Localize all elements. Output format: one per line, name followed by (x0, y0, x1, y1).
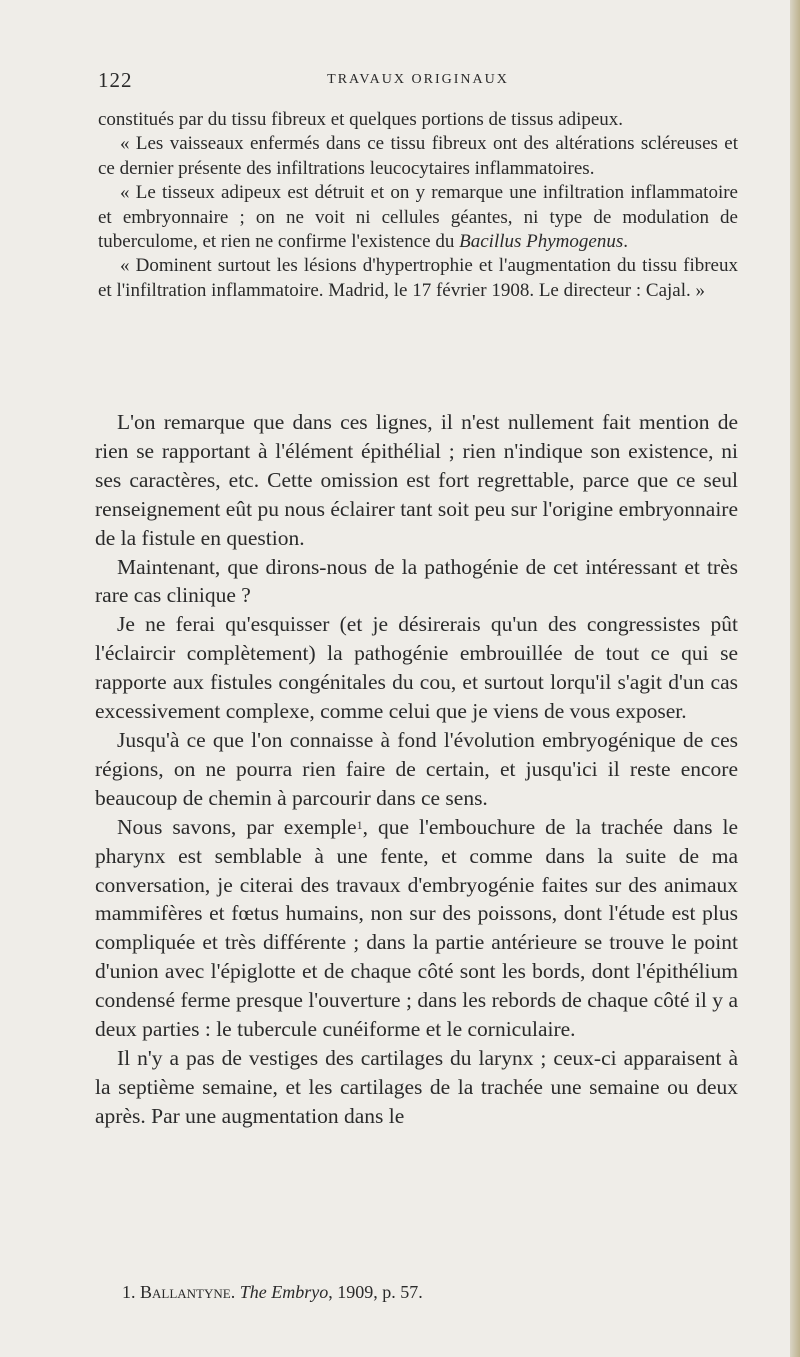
quote-text: . (623, 231, 628, 253)
quote-paragraph: constitués par du tissu fibreux et quelques portions de tissus adipeux. (98, 109, 624, 130)
quote-paragraph (98, 181, 738, 254)
paragraph: L'on remarque que dans ces lignes, il n'est nullement fait mention de rien se rapportant à l'élément épithélial ; rien n'indique son existence, ni ses caractères, etc. Cette omission est fort regrettable, parce que ce seul renseignement eût pu nous éclairer tant soit peu sur l'origine embryonnaire de la fistule en question. (95, 410, 738, 550)
running-title: TRAVAUX ORIGINAUX (327, 72, 509, 87)
footnote-author: Ballantyne. (140, 1282, 236, 1302)
main-text (95, 408, 738, 1131)
bacillus-name: Bacillus Phymogenus (459, 231, 624, 253)
quote-paragraph: « Dominent surtout les lésions d'hypertrophie et l'augmentation du tissu fibreux et l'infiltration inflammatoire. Madrid, le 17 février 1908. Le directeur : Cajal. » (98, 255, 738, 301)
paragraph-text: , que l'embouchure de la trachée dans le pharynx est semblable à une fente, et comme dans la suite de ma conversation, je citerai des travaux d'embryogénie faites sur des animaux mammifères et fœtus humains, non sur des poissons, dont l'étude est plus compliquée et très différente ; dans la partie antérieure se trouve le point d'union avec l'épiglotte et de chaque côté sont les bords, dont l'épithélium condensé ferme presque l'ouverture ; dans les rebords de chaque côté il y a deux parties : le tubercule cunéiforme et le corniculaire. (95, 814, 738, 1042)
footnote (122, 1282, 722, 1303)
footnote-number: 1. (122, 1282, 136, 1302)
paragraph (95, 813, 738, 1044)
paragraph: Maintenant, que dirons-nous de la pathogénie de cet intéressant et très rare cas clinique ? (95, 554, 738, 608)
paragraph: Je ne ferai qu'esquisser (et je désirerais qu'un des congressistes pût l'éclaircir complètement) la pathogénie embrouillée de tout ce qui se rapporte aux fistules congénitales du cou, et surtout lorqu'il s'agit d'un cas excessivement complexe, comme celui que je viens de vous exposer. (95, 612, 738, 724)
page-header (98, 68, 738, 94)
quoted-report (98, 108, 738, 303)
footnote-title: The Embryo (239, 1282, 329, 1302)
page-number: 122 (98, 68, 133, 92)
quote-paragraph: « Les vaisseaux enfermés dans ce tissu fibreux ont des altérations scléreuses et ce dernier présente des infiltrations leucocytaires inflammatoires. (98, 133, 738, 179)
footnote-reference[interactable]: 1 (356, 817, 363, 832)
paragraph: Jusqu'à ce que l'on connaisse à fond l'évolution embryogénique de ces régions, on ne pourra rien faire de certain, et jusqu'ici il reste encore beaucoup de chemin à parcourir dans ce sens. (95, 727, 738, 810)
paragraph: Il n'y a pas de vestiges des cartilages du larynx ; ceux-ci apparaisent à la septième semaine, et les cartilages de la trachée une semaine ou deux après. Par une augmentation dans le (95, 1045, 738, 1128)
footnote-details: , 1909, p. 57. (328, 1282, 423, 1302)
paragraph-text: Nous savons, par exemple (117, 814, 357, 839)
quote-text: « Le tisseux adipeux est détruit et on y remarque une infiltration inflammatoire et embryonnaire ; on ne voit ni cellules géantes, ni type de modulation de tuberculome, et rien ne confirme l'existence du (98, 182, 738, 253)
page-edge (790, 0, 800, 1357)
